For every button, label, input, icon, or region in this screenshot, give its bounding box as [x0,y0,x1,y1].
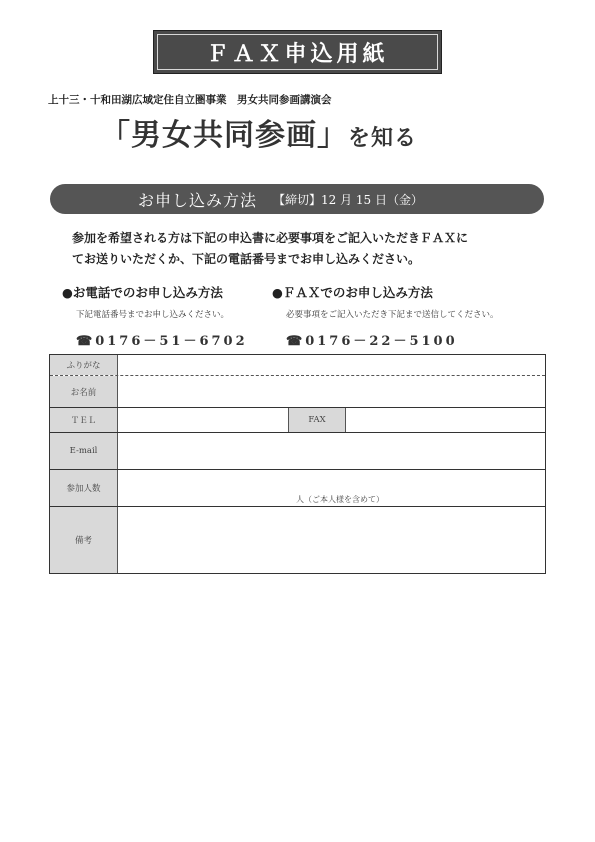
intro-line-1: 参加を希望される方は下記の申込書に必要事項をご記入いただきＦＡＸに [72,231,469,245]
tel-row [50,408,545,433]
phone-method-heading: ●お電話でのお申し込み方法 [62,285,223,300]
remarks-label: 備考 [50,507,118,573]
email-field[interactable] [118,433,545,469]
form-title: ＦＡＸ申込用紙 [153,30,442,74]
intro-line-2: てお送りいただくか、下記の電話番号までお申し込みください。 [72,252,421,266]
participants-field[interactable] [118,470,545,506]
name-label: お名前 [50,376,118,407]
main-title-suffix: を知る [348,126,418,151]
phone-method-sub: 下記電話番号までお申し込みください。 [76,310,230,320]
participants-label: 参加人数 [50,470,118,506]
participants-row [50,470,545,507]
intro-text [72,228,532,270]
name-row [50,376,545,408]
event-main-title [100,110,417,154]
furigana-row [50,355,545,376]
method-heading: お申し込み方法 [138,190,258,210]
fax-method-heading: ●ＦＡＸでのお申し込み方法 [272,285,433,300]
phone-number: ☎0176－51－6702 [76,334,248,349]
fax-number: ☎0176－22－5100 [286,334,458,349]
fax-field[interactable] [344,408,545,432]
fax-method-sub: 必要事項をご記入いただき下記まで送信してください。 [286,310,499,320]
remarks-row [50,507,545,573]
fax-label: FAX [288,408,346,432]
application-form [49,354,546,574]
fax-method [272,283,499,349]
furigana-label: ふりがな [50,355,118,375]
name-field[interactable] [118,376,545,407]
event-subtitle: 上十三・十和田湖広域定住自立圏事業 男女共同参画講演会 [48,94,332,106]
tel-field[interactable] [118,408,545,432]
email-row [50,433,545,470]
deadline-text: 【締切】12 月 15 日（金） [273,192,423,207]
phone-method [62,283,248,349]
email-label: E-mail [50,433,118,469]
method-banner [50,184,544,214]
participants-note: 人（ご本人様を含めて） [296,495,384,504]
furigana-field[interactable] [118,355,545,375]
main-title-text: 「男女共同参画」 [100,118,348,153]
remarks-field[interactable] [118,507,545,573]
tel-label: ＴＥＬ [50,408,118,432]
